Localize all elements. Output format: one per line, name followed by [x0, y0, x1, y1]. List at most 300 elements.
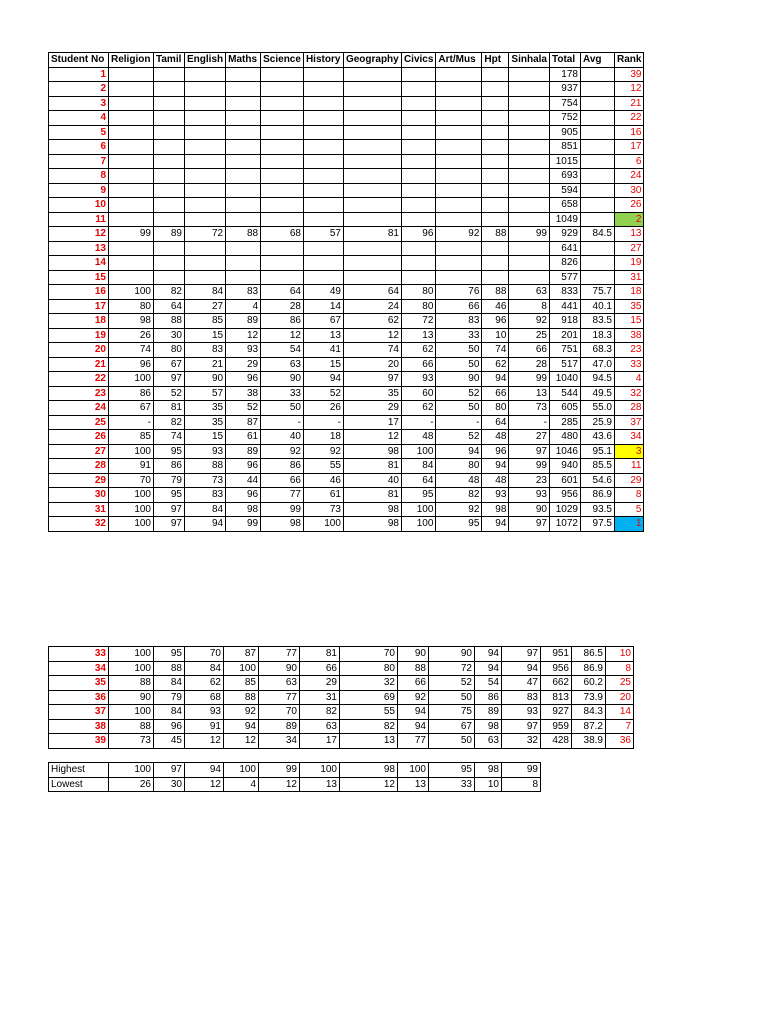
student-row	[49, 270, 644, 285]
mark-cell: 13	[401, 328, 435, 343]
total-cell: 956	[549, 488, 580, 503]
mark-cell	[109, 198, 154, 213]
rank-cell: 1	[614, 517, 643, 532]
mark-cell	[401, 241, 435, 256]
mark-cell	[109, 212, 154, 227]
mark-cell: 88	[185, 459, 226, 474]
mark-cell	[509, 198, 550, 213]
mark-cell: 80	[340, 661, 398, 676]
mark-cell	[509, 212, 550, 227]
stats-value-cell: 13	[398, 777, 429, 792]
mark-cell	[109, 96, 154, 111]
mark-cell: 70	[109, 473, 154, 488]
student-row	[49, 96, 644, 111]
mark-cell: 73	[303, 502, 343, 517]
mark-cell: 62	[185, 676, 224, 691]
total-cell: 1015	[549, 154, 580, 169]
mark-cell: 4	[226, 299, 261, 314]
mark-cell: 90	[509, 502, 550, 517]
mark-cell: 97	[343, 372, 401, 387]
avg-cell: 94.5	[580, 372, 614, 387]
mark-cell: 62	[482, 357, 509, 372]
mark-cell	[185, 169, 226, 184]
avg-cell: 47.0	[580, 357, 614, 372]
mark-cell: 81	[343, 459, 401, 474]
total-cell: 940	[549, 459, 580, 474]
stats-value-cell: 8	[502, 777, 541, 792]
mark-cell	[482, 212, 509, 227]
total-cell: 662	[541, 676, 572, 691]
avg-cell: 86.9	[580, 488, 614, 503]
avg-cell: 84.3	[572, 705, 606, 720]
avg-cell	[580, 256, 614, 271]
student-row	[49, 314, 644, 329]
mark-cell	[226, 183, 261, 198]
mark-cell: 82	[340, 719, 398, 734]
mark-cell	[226, 82, 261, 97]
stats-value-cell: 100	[398, 763, 429, 778]
avg-cell	[580, 82, 614, 97]
mark-cell	[482, 82, 509, 97]
rank-cell: 37	[614, 415, 643, 430]
mark-cell: 90	[109, 690, 154, 705]
mark-cell: 80	[436, 459, 482, 474]
mark-cell: 27	[509, 430, 550, 445]
mark-cell: 70	[340, 647, 398, 662]
student-no-cell: 31	[49, 502, 109, 517]
rank-cell: 25	[606, 676, 634, 691]
column-header: Civics	[401, 53, 435, 68]
mark-cell	[436, 96, 482, 111]
total-cell: 929	[549, 227, 580, 242]
avg-cell: 25.9	[580, 415, 614, 430]
mark-cell	[261, 96, 304, 111]
mark-cell: 63	[475, 734, 502, 749]
mark-cell: 64	[401, 473, 435, 488]
mark-cell: -	[509, 415, 550, 430]
mark-cell	[154, 140, 185, 155]
mark-cell: 80	[401, 299, 435, 314]
student-no-cell: 5	[49, 125, 109, 140]
avg-cell: 49.5	[580, 386, 614, 401]
mark-cell	[109, 154, 154, 169]
mark-cell: 61	[303, 488, 343, 503]
mark-cell	[109, 256, 154, 271]
total-cell: 826	[549, 256, 580, 271]
rank-cell: 12	[614, 82, 643, 97]
mark-cell: 98	[343, 517, 401, 532]
mark-cell: 94	[398, 719, 429, 734]
mark-cell	[261, 82, 304, 97]
stats-row	[49, 777, 541, 792]
mark-cell: 33	[261, 386, 304, 401]
mark-cell: 47	[502, 676, 541, 691]
mark-cell: 100	[109, 502, 154, 517]
mark-cell: 77	[259, 647, 300, 662]
mark-cell: 84	[185, 285, 226, 300]
mark-cell: 100	[401, 502, 435, 517]
mark-cell	[109, 270, 154, 285]
student-no-cell: 20	[49, 343, 109, 358]
mark-cell: 90	[429, 647, 475, 662]
student-no-cell: 25	[49, 415, 109, 430]
rank-cell: 35	[614, 299, 643, 314]
mark-cell	[303, 183, 343, 198]
avg-cell: 86.9	[572, 661, 606, 676]
mark-cell: 88	[154, 661, 185, 676]
mark-cell: 83	[185, 488, 226, 503]
mark-cell	[436, 183, 482, 198]
mark-cell: 94	[224, 719, 259, 734]
column-header: Art/Mus	[436, 53, 482, 68]
stats-table	[48, 762, 541, 792]
mark-cell: 28	[261, 299, 304, 314]
mark-cell	[509, 183, 550, 198]
student-no-cell: 38	[49, 719, 109, 734]
mark-cell: 96	[154, 719, 185, 734]
mark-cell	[303, 154, 343, 169]
mark-cell: 52	[303, 386, 343, 401]
mark-cell	[509, 140, 550, 155]
mark-cell	[482, 169, 509, 184]
rank-cell: 5	[614, 502, 643, 517]
mark-cell	[401, 198, 435, 213]
student-no-cell: 23	[49, 386, 109, 401]
mark-cell: 79	[154, 690, 185, 705]
mark-cell	[303, 212, 343, 227]
mark-cell: 23	[509, 473, 550, 488]
avg-cell: 83.5	[580, 314, 614, 329]
student-no-cell: 3	[49, 96, 109, 111]
avg-cell	[580, 198, 614, 213]
mark-cell: 10	[482, 328, 509, 343]
mark-cell	[436, 169, 482, 184]
column-header: Science	[261, 53, 304, 68]
avg-cell	[580, 169, 614, 184]
mark-cell	[185, 198, 226, 213]
mark-cell: 12	[226, 328, 261, 343]
total-cell: 544	[549, 386, 580, 401]
rank-cell: 17	[614, 140, 643, 155]
mark-cell	[109, 169, 154, 184]
mark-cell: 97	[509, 444, 550, 459]
avg-cell: 60.2	[572, 676, 606, 691]
mark-cell: 97	[502, 719, 541, 734]
total-cell: 577	[549, 270, 580, 285]
mark-cell	[185, 154, 226, 169]
mark-cell: 89	[154, 227, 185, 242]
student-no-cell: 32	[49, 517, 109, 532]
student-row	[49, 343, 644, 358]
mark-cell: 81	[154, 401, 185, 416]
mark-cell: 62	[401, 343, 435, 358]
mark-cell: 95	[154, 488, 185, 503]
total-cell: 927	[541, 705, 572, 720]
mark-cell	[261, 198, 304, 213]
total-cell: 441	[549, 299, 580, 314]
total-cell: 951	[541, 647, 572, 662]
student-row	[49, 517, 644, 532]
student-row	[49, 125, 644, 140]
mark-cell	[303, 241, 343, 256]
student-no-cell: 28	[49, 459, 109, 474]
avg-cell	[580, 67, 614, 82]
mark-cell	[154, 212, 185, 227]
mark-cell: 27	[185, 299, 226, 314]
mark-cell: 90	[436, 372, 482, 387]
marks-table	[48, 52, 644, 532]
mark-cell: 96	[109, 357, 154, 372]
mark-cell	[401, 125, 435, 140]
mark-cell: 94	[185, 517, 226, 532]
mark-cell: 68	[261, 227, 304, 242]
mark-cell: 77	[398, 734, 429, 749]
mark-cell	[154, 270, 185, 285]
mark-cell	[261, 183, 304, 198]
mark-cell: 32	[340, 676, 398, 691]
mark-cell: 29	[300, 676, 340, 691]
mark-cell	[509, 67, 550, 82]
mark-cell: 46	[303, 473, 343, 488]
mark-cell: 33	[436, 328, 482, 343]
mark-cell: 15	[185, 430, 226, 445]
mark-cell: 90	[261, 372, 304, 387]
mark-cell	[185, 140, 226, 155]
total-cell: 480	[549, 430, 580, 445]
rank-cell: 39	[614, 67, 643, 82]
mark-cell	[303, 82, 343, 97]
mark-cell: 50	[436, 401, 482, 416]
mark-cell: 95	[401, 488, 435, 503]
mark-cell: 92	[436, 227, 482, 242]
mark-cell: 96	[226, 459, 261, 474]
mark-cell: 98	[226, 502, 261, 517]
student-row	[49, 82, 644, 97]
mark-cell	[401, 140, 435, 155]
mark-cell: 96	[482, 314, 509, 329]
total-cell: 905	[549, 125, 580, 140]
mark-cell	[482, 67, 509, 82]
total-cell: 285	[549, 415, 580, 430]
mark-cell: 68	[185, 690, 224, 705]
total-cell: 956	[541, 661, 572, 676]
mark-cell: 52	[154, 386, 185, 401]
avg-cell	[580, 270, 614, 285]
mark-cell: 74	[154, 430, 185, 445]
rank-cell: 30	[614, 183, 643, 198]
continued-rows	[49, 647, 634, 749]
avg-cell: 40.1	[580, 299, 614, 314]
avg-cell	[580, 125, 614, 140]
mark-cell: 50	[436, 343, 482, 358]
mark-cell: 77	[259, 690, 300, 705]
column-header: Rank	[614, 53, 643, 68]
student-no-cell: 22	[49, 372, 109, 387]
mark-cell: 84	[185, 502, 226, 517]
avg-cell: 75.7	[580, 285, 614, 300]
mark-cell	[154, 82, 185, 97]
mark-cell: 54	[475, 676, 502, 691]
rank-cell: 2	[614, 212, 643, 227]
mark-cell	[226, 241, 261, 256]
avg-cell: 85.5	[580, 459, 614, 474]
mark-cell	[185, 67, 226, 82]
mark-cell: 98	[109, 314, 154, 329]
mark-cell	[261, 154, 304, 169]
mark-cell	[226, 270, 261, 285]
mark-cell	[401, 270, 435, 285]
student-row	[49, 734, 634, 749]
mark-cell: 13	[340, 734, 398, 749]
student-row	[49, 227, 644, 242]
student-row	[49, 154, 644, 169]
rank-cell: 19	[614, 256, 643, 271]
mark-cell	[482, 96, 509, 111]
mark-cell: 15	[303, 357, 343, 372]
avg-cell: 73.9	[572, 690, 606, 705]
mark-cell	[154, 111, 185, 126]
mark-cell: 100	[224, 661, 259, 676]
mark-cell: 99	[509, 227, 550, 242]
mark-cell	[226, 111, 261, 126]
mark-cell: 96	[482, 444, 509, 459]
mark-cell	[436, 212, 482, 227]
mark-cell: 93	[502, 705, 541, 720]
column-header: Hpt	[482, 53, 509, 68]
mark-cell: 79	[154, 473, 185, 488]
mark-cell: 82	[436, 488, 482, 503]
mark-cell: 45	[154, 734, 185, 749]
rank-cell: 38	[614, 328, 643, 343]
student-row	[49, 67, 644, 82]
mark-cell: 12	[224, 734, 259, 749]
student-row	[49, 169, 644, 184]
mark-cell: 66	[300, 661, 340, 676]
total-cell: 1046	[549, 444, 580, 459]
mark-cell	[226, 154, 261, 169]
mark-cell	[482, 111, 509, 126]
header-row	[49, 53, 644, 68]
mark-cell	[185, 183, 226, 198]
mark-cell: 94	[482, 459, 509, 474]
mark-cell	[185, 241, 226, 256]
student-no-cell: 15	[49, 270, 109, 285]
mark-cell: 40	[343, 473, 401, 488]
mark-cell: 41	[303, 343, 343, 358]
mark-cell: 66	[482, 386, 509, 401]
mark-cell: 84	[185, 661, 224, 676]
student-row	[49, 198, 644, 213]
stats-value-cell: 4	[224, 777, 259, 792]
mark-cell: 18	[303, 430, 343, 445]
mark-cell	[261, 111, 304, 126]
mark-cell	[109, 241, 154, 256]
student-row	[49, 719, 634, 734]
mark-cell: 83	[185, 343, 226, 358]
mark-cell	[154, 198, 185, 213]
column-header: History	[303, 53, 343, 68]
rank-cell: 16	[614, 125, 643, 140]
stats-value-cell: 98	[340, 763, 398, 778]
avg-cell	[580, 111, 614, 126]
mark-cell	[482, 140, 509, 155]
column-header: English	[185, 53, 226, 68]
rank-cell: 22	[614, 111, 643, 126]
avg-cell	[580, 140, 614, 155]
mark-cell	[509, 270, 550, 285]
mark-cell: 63	[259, 676, 300, 691]
mark-cell: 99	[509, 372, 550, 387]
mark-cell: 98	[261, 517, 304, 532]
stats-value-cell: 94	[185, 763, 224, 778]
mark-cell: 94	[436, 444, 482, 459]
student-no-cell: 7	[49, 154, 109, 169]
mark-cell	[343, 241, 401, 256]
mark-cell	[436, 256, 482, 271]
mark-cell: 86	[261, 314, 304, 329]
avg-cell: 97.5	[580, 517, 614, 532]
mark-cell	[226, 169, 261, 184]
mark-cell: 84	[154, 705, 185, 720]
mark-cell: 82	[154, 285, 185, 300]
student-row	[49, 328, 644, 343]
avg-cell: 87.2	[572, 719, 606, 734]
mark-cell: 12	[261, 328, 304, 343]
mark-cell	[482, 183, 509, 198]
mark-cell	[226, 140, 261, 155]
student-no-cell: 39	[49, 734, 109, 749]
column-header: Tamil	[154, 53, 185, 68]
column-header: Total	[549, 53, 580, 68]
mark-cell: 12	[185, 734, 224, 749]
mark-cell	[436, 82, 482, 97]
student-no-cell: 11	[49, 212, 109, 227]
mark-cell: 64	[482, 415, 509, 430]
mark-cell	[109, 82, 154, 97]
mark-cell: 88	[482, 285, 509, 300]
mark-cell: 100	[109, 444, 154, 459]
stats-value-cell: 100	[300, 763, 340, 778]
mark-cell: 50	[436, 357, 482, 372]
mark-cell: 73	[109, 734, 154, 749]
student-no-cell: 33	[49, 647, 109, 662]
mark-cell	[303, 198, 343, 213]
mark-cell: 88	[226, 227, 261, 242]
mark-cell: 63	[261, 357, 304, 372]
rank-cell: 26	[614, 198, 643, 213]
student-no-cell: 29	[49, 473, 109, 488]
mark-cell: 49	[303, 285, 343, 300]
mark-cell: 63	[509, 285, 550, 300]
rank-cell: 3	[614, 444, 643, 459]
mark-cell	[185, 256, 226, 271]
mark-cell: 60	[401, 386, 435, 401]
stats-value-cell: 33	[429, 777, 475, 792]
mark-cell	[343, 125, 401, 140]
total-cell: 605	[549, 401, 580, 416]
mark-cell	[109, 67, 154, 82]
mark-cell: 89	[475, 705, 502, 720]
mark-cell	[154, 96, 185, 111]
mark-cell	[154, 241, 185, 256]
mark-cell	[343, 111, 401, 126]
mark-cell: 66	[509, 343, 550, 358]
mark-cell: 12	[343, 430, 401, 445]
total-cell: 641	[549, 241, 580, 256]
mark-cell: 90	[398, 647, 429, 662]
mark-cell: 48	[436, 473, 482, 488]
mark-cell: 86	[261, 459, 304, 474]
